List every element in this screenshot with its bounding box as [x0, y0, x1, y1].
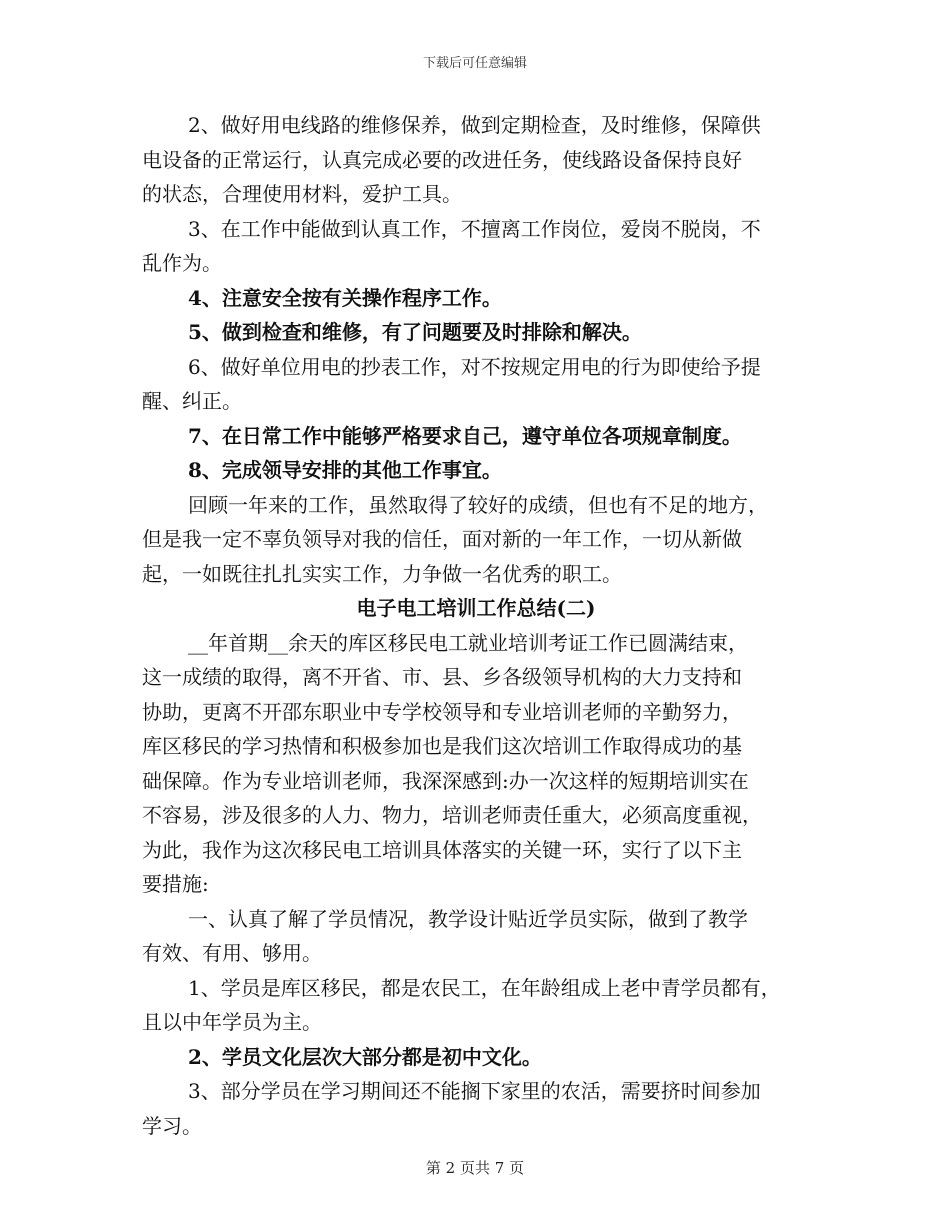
text-line: 一、认真了解了学员情况，教学设计贴近学员实际，做到了教学 — [188, 906, 748, 931]
text-line: 础保障。作为专业培训老师，我深深感到:办一次这样的短期培训实在 — [142, 768, 749, 793]
text-line: 2、学员文化层次大部分都是初中文化。 — [188, 1044, 542, 1069]
text-line: 但是我一定不辜负领导对我的信任，面对新的一年工作，一切从新做 — [142, 527, 742, 551]
text-line: 乱作为。 — [142, 251, 222, 275]
text-line: 为此，我作为这次移民电工培训具体落实的关键一环，实行了以下主 — [142, 837, 742, 862]
text-line: 3、在工作中能做到认真工作，不擅离工作岗位，爱岗不脱岗，不 — [188, 216, 761, 241]
text-line: 有效、有用、够用。 — [142, 941, 322, 965]
text-line: 不容易，涉及很多的人力、物力，培训老师责任重大，必须高度重视， — [142, 803, 762, 827]
page-footer: 第 2 页共 7 页 — [425, 1159, 525, 1177]
text-line: 6、做好单位用电的抄表工作，对不按规定用电的行为即使给予提 — [188, 354, 761, 379]
text-line: 的状态，合理使用材料，爱护工具。 — [142, 182, 462, 206]
text-line: 醒、纠正。 — [142, 389, 242, 413]
text-line: 学习。 — [142, 1113, 202, 1138]
text-line: 回顾一年来的工作，虽然取得了较好的成绩，但也有不足的地方， — [188, 492, 768, 517]
page-header: 下载后可任意编辑 — [422, 56, 527, 71]
text-line: 5、做到检查和维修，有了问题要及时排除和解决。 — [188, 320, 642, 344]
text-line: 协助，更离不开邵东职业中专学校领导和专业培训老师的辛勤努力， — [142, 699, 742, 724]
text-line: 要措施: — [142, 872, 209, 896]
text-line: 3、部分学员在学习期间还不能搁下家里的农活，需要挤时间参加 — [188, 1079, 761, 1103]
text-line: 这一成绩的取得，离不开省、市、县、乡各级领导机构的大力支持和 — [142, 665, 742, 689]
text-line: 电设备的正常运行，认真完成必要的改进任务，使线路设备保持良好 — [142, 147, 742, 172]
document-body — [142, 108, 810, 1143]
section-title: 电子电工培训工作总结(二) — [356, 596, 596, 620]
text-line: 7、在日常工作中能够严格要求自己，遵守单位各项规章制度。 — [188, 423, 742, 448]
text-line: __年首期__余天的库区移民电工就业培训考证工作已圆满结束， — [188, 630, 748, 655]
text-line: 4、注意安全按有关操作程序工作。 — [188, 285, 502, 310]
text-line: 8、完成领导安排的其他工作事宜。 — [188, 458, 502, 482]
text-line: 且以中年学员为主。 — [142, 1010, 322, 1034]
text-line: 起，一如既往扎扎实实工作，力争做一名优秀的职工。 — [142, 561, 622, 586]
text-line: 库区移民的学习热情和积极参加也是我们这次培训工作取得成功的基 — [142, 734, 742, 758]
text-line: 2、做好用电线路的维修保养，做到定期检查，及时维修，保障供 — [188, 113, 761, 137]
text-line: 1、学员是库区移民，都是农民工，在年龄组成上老中青学员都有， — [188, 975, 781, 1000]
